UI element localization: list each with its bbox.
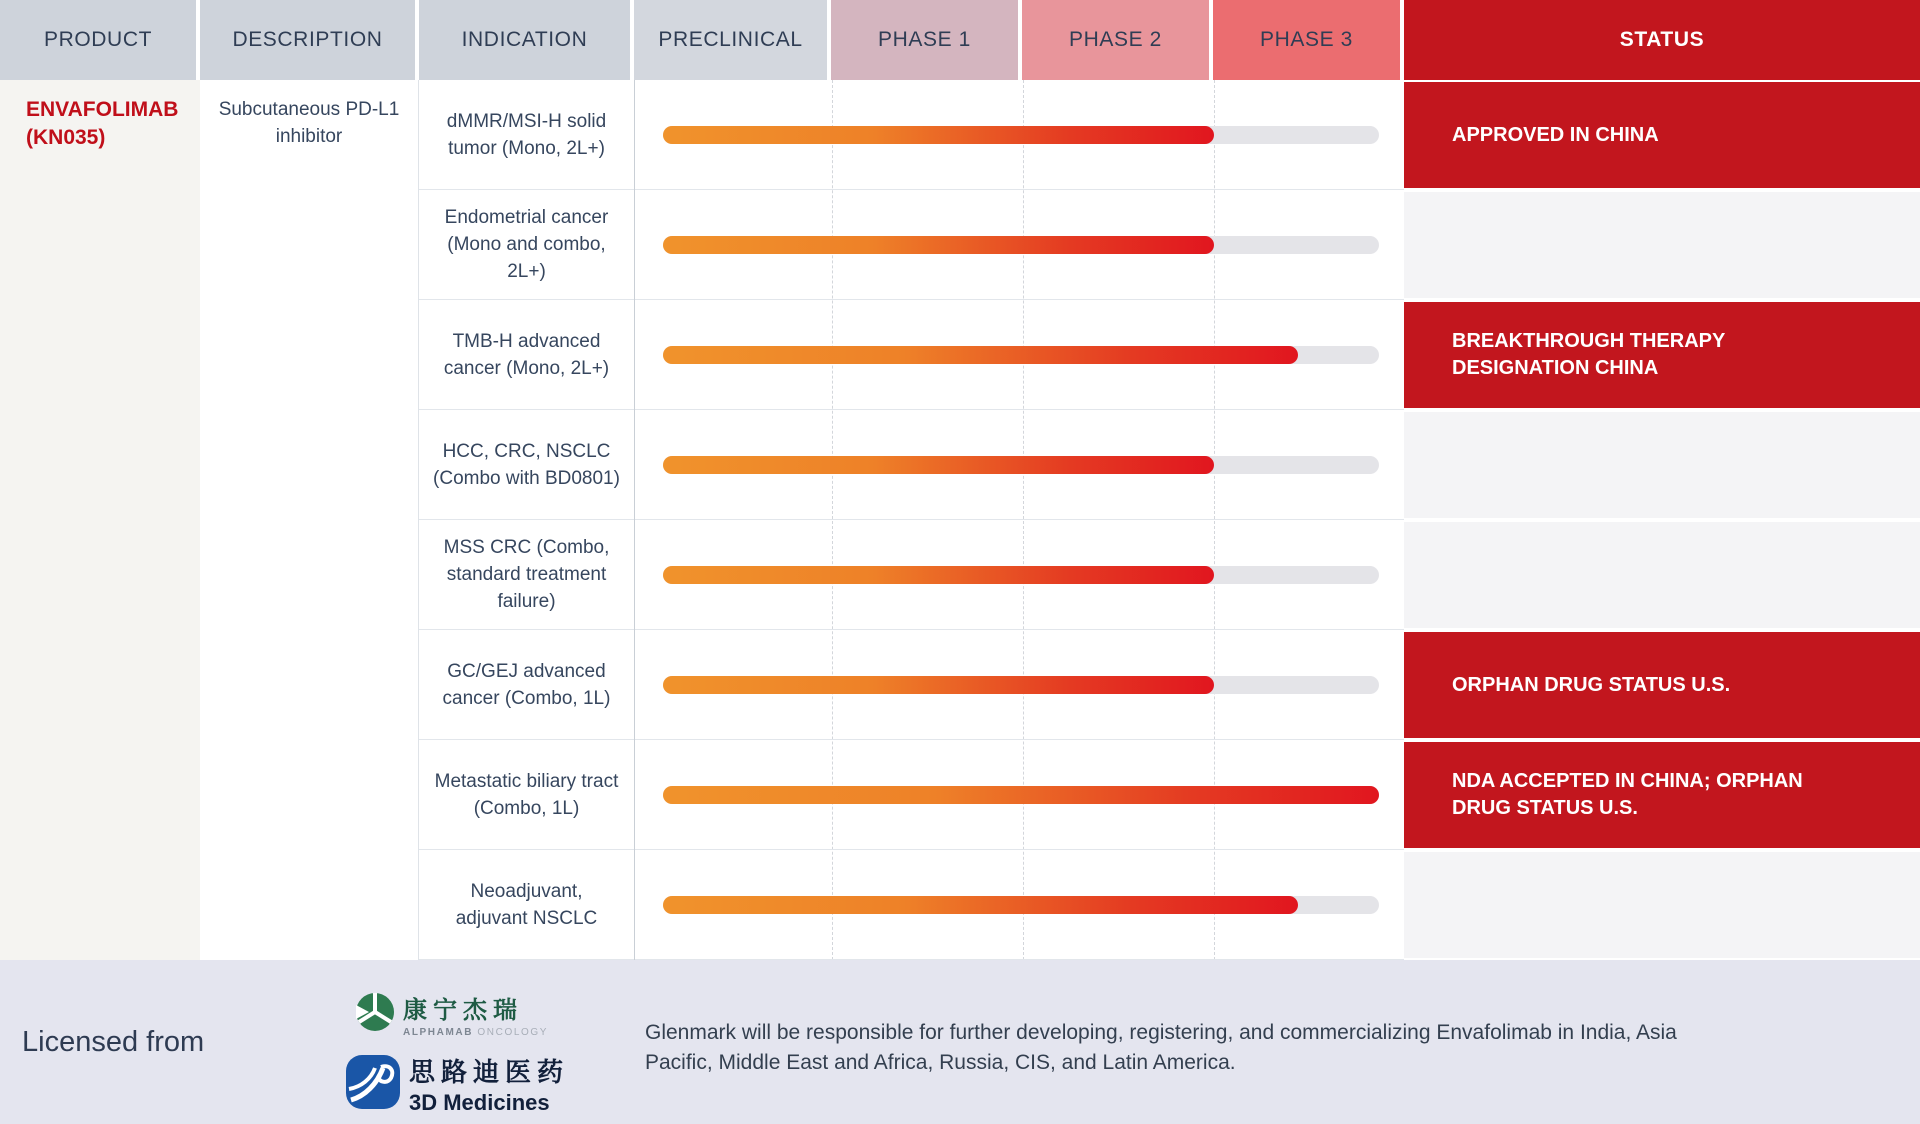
alphamab-logo-icon [355,992,395,1037]
progress-bar [663,896,1298,914]
progress-row [635,190,1404,300]
product-name: ENVAFOLIMAB [26,98,179,121]
progress-row [635,630,1404,740]
table-header [0,0,1920,80]
progress-track [663,346,1379,364]
progress-row [635,80,1404,190]
column-header-phase3: PHASE 3 [1213,0,1404,80]
status-badge: BREAKTHROUGH THERAPY DESIGNATION CHINA [1404,300,1920,410]
description-cell: Subcutaneous PD-L1 inhibitor [200,80,419,960]
product-cell [0,80,200,960]
progress-bar [663,126,1214,144]
alphamab-oncology-logo [355,990,548,1038]
three-d-medicines-cn-name: 思路迪医药 [409,1057,570,1087]
licensed-from-label: Licensed from [22,1026,205,1058]
three-d-medicines-logo-icon [345,1054,401,1115]
column-header-product: PRODUCT [0,0,200,80]
indication-cell: Neoadjuvant, adjuvant NSCLC [419,850,634,960]
status-badge: NDA ACCEPTED IN CHINA; ORPHAN DRUG STATUS U.S. [1404,740,1920,850]
progress-track [663,786,1379,804]
column-header-indication: INDICATION [419,0,634,80]
progress-track [663,676,1379,694]
progress-row [635,520,1404,630]
alphamab-word: ALPHAMAB [403,1027,474,1038]
progress-track [663,456,1379,474]
progress-bar [663,676,1214,694]
table-body [0,80,1920,960]
progress-row [635,740,1404,850]
progress-bar [663,456,1214,474]
progress-bar [663,786,1379,804]
phase-progress-area [634,80,1404,960]
glenmark-note: Glenmark will be responsible for further developing, registering, and commercializing Envafolimab in India, Asia Pacific, Middle East and Africa, Russia, CIS, and Latin America. [645,1021,1677,1074]
column-header-status: STATUS [1404,0,1920,80]
alphamab-en-name [403,1027,548,1038]
status-badge: APPROVED IN CHINA [1404,80,1920,190]
column-header-phase2: PHASE 2 [1022,0,1213,80]
status-badge: ORPHAN DRUG STATUS U.S. [1404,630,1920,740]
indication-cell: GC/GEJ advanced cancer (Combo, 1L) [419,630,634,740]
indication-cell: HCC, CRC, NSCLC (Combo with BD0801) [419,410,634,520]
status-badge-empty [1404,850,1920,960]
status-badge-empty [1404,520,1920,630]
indication-column [419,80,634,960]
three-d-medicines-logo [345,1052,569,1116]
indication-cell: dMMR/MSI-H solid tumor (Mono, 2L+) [419,80,634,190]
indication-cell: TMB-H advanced cancer (Mono, 2L+) [419,300,634,410]
status-badge-empty [1404,410,1920,520]
progress-bar [663,346,1298,364]
oncology-word: ONCOLOGY [477,1027,549,1038]
progress-row [635,850,1404,960]
status-badge-empty [1404,190,1920,300]
footer [0,960,1920,1124]
column-header-phase1: PHASE 1 [831,0,1022,80]
progress-row [635,300,1404,410]
alphamab-cn-name: 康宁杰瑞 [403,997,523,1024]
status-column [1404,80,1920,960]
column-header-description: DESCRIPTION [200,0,419,80]
indication-cell: Metastatic biliary tract (Combo, 1L) [419,740,634,850]
progress-track [663,126,1379,144]
progress-row [635,410,1404,520]
three-d-medicines-en-name: 3D Medicines [409,1090,550,1115]
progress-track [663,896,1379,914]
progress-track [663,236,1379,254]
progress-bar [663,236,1214,254]
indication-cell: MSS CRC (Combo, standard treatment failure) [419,520,634,630]
progress-bar [663,566,1214,584]
progress-track [663,566,1379,584]
indication-cell: Endometrial cancer (Mono and combo, 2L+) [419,190,634,300]
column-header-preclinical: PRECLINICAL [634,0,831,80]
product-code: (KN035) [26,126,106,149]
